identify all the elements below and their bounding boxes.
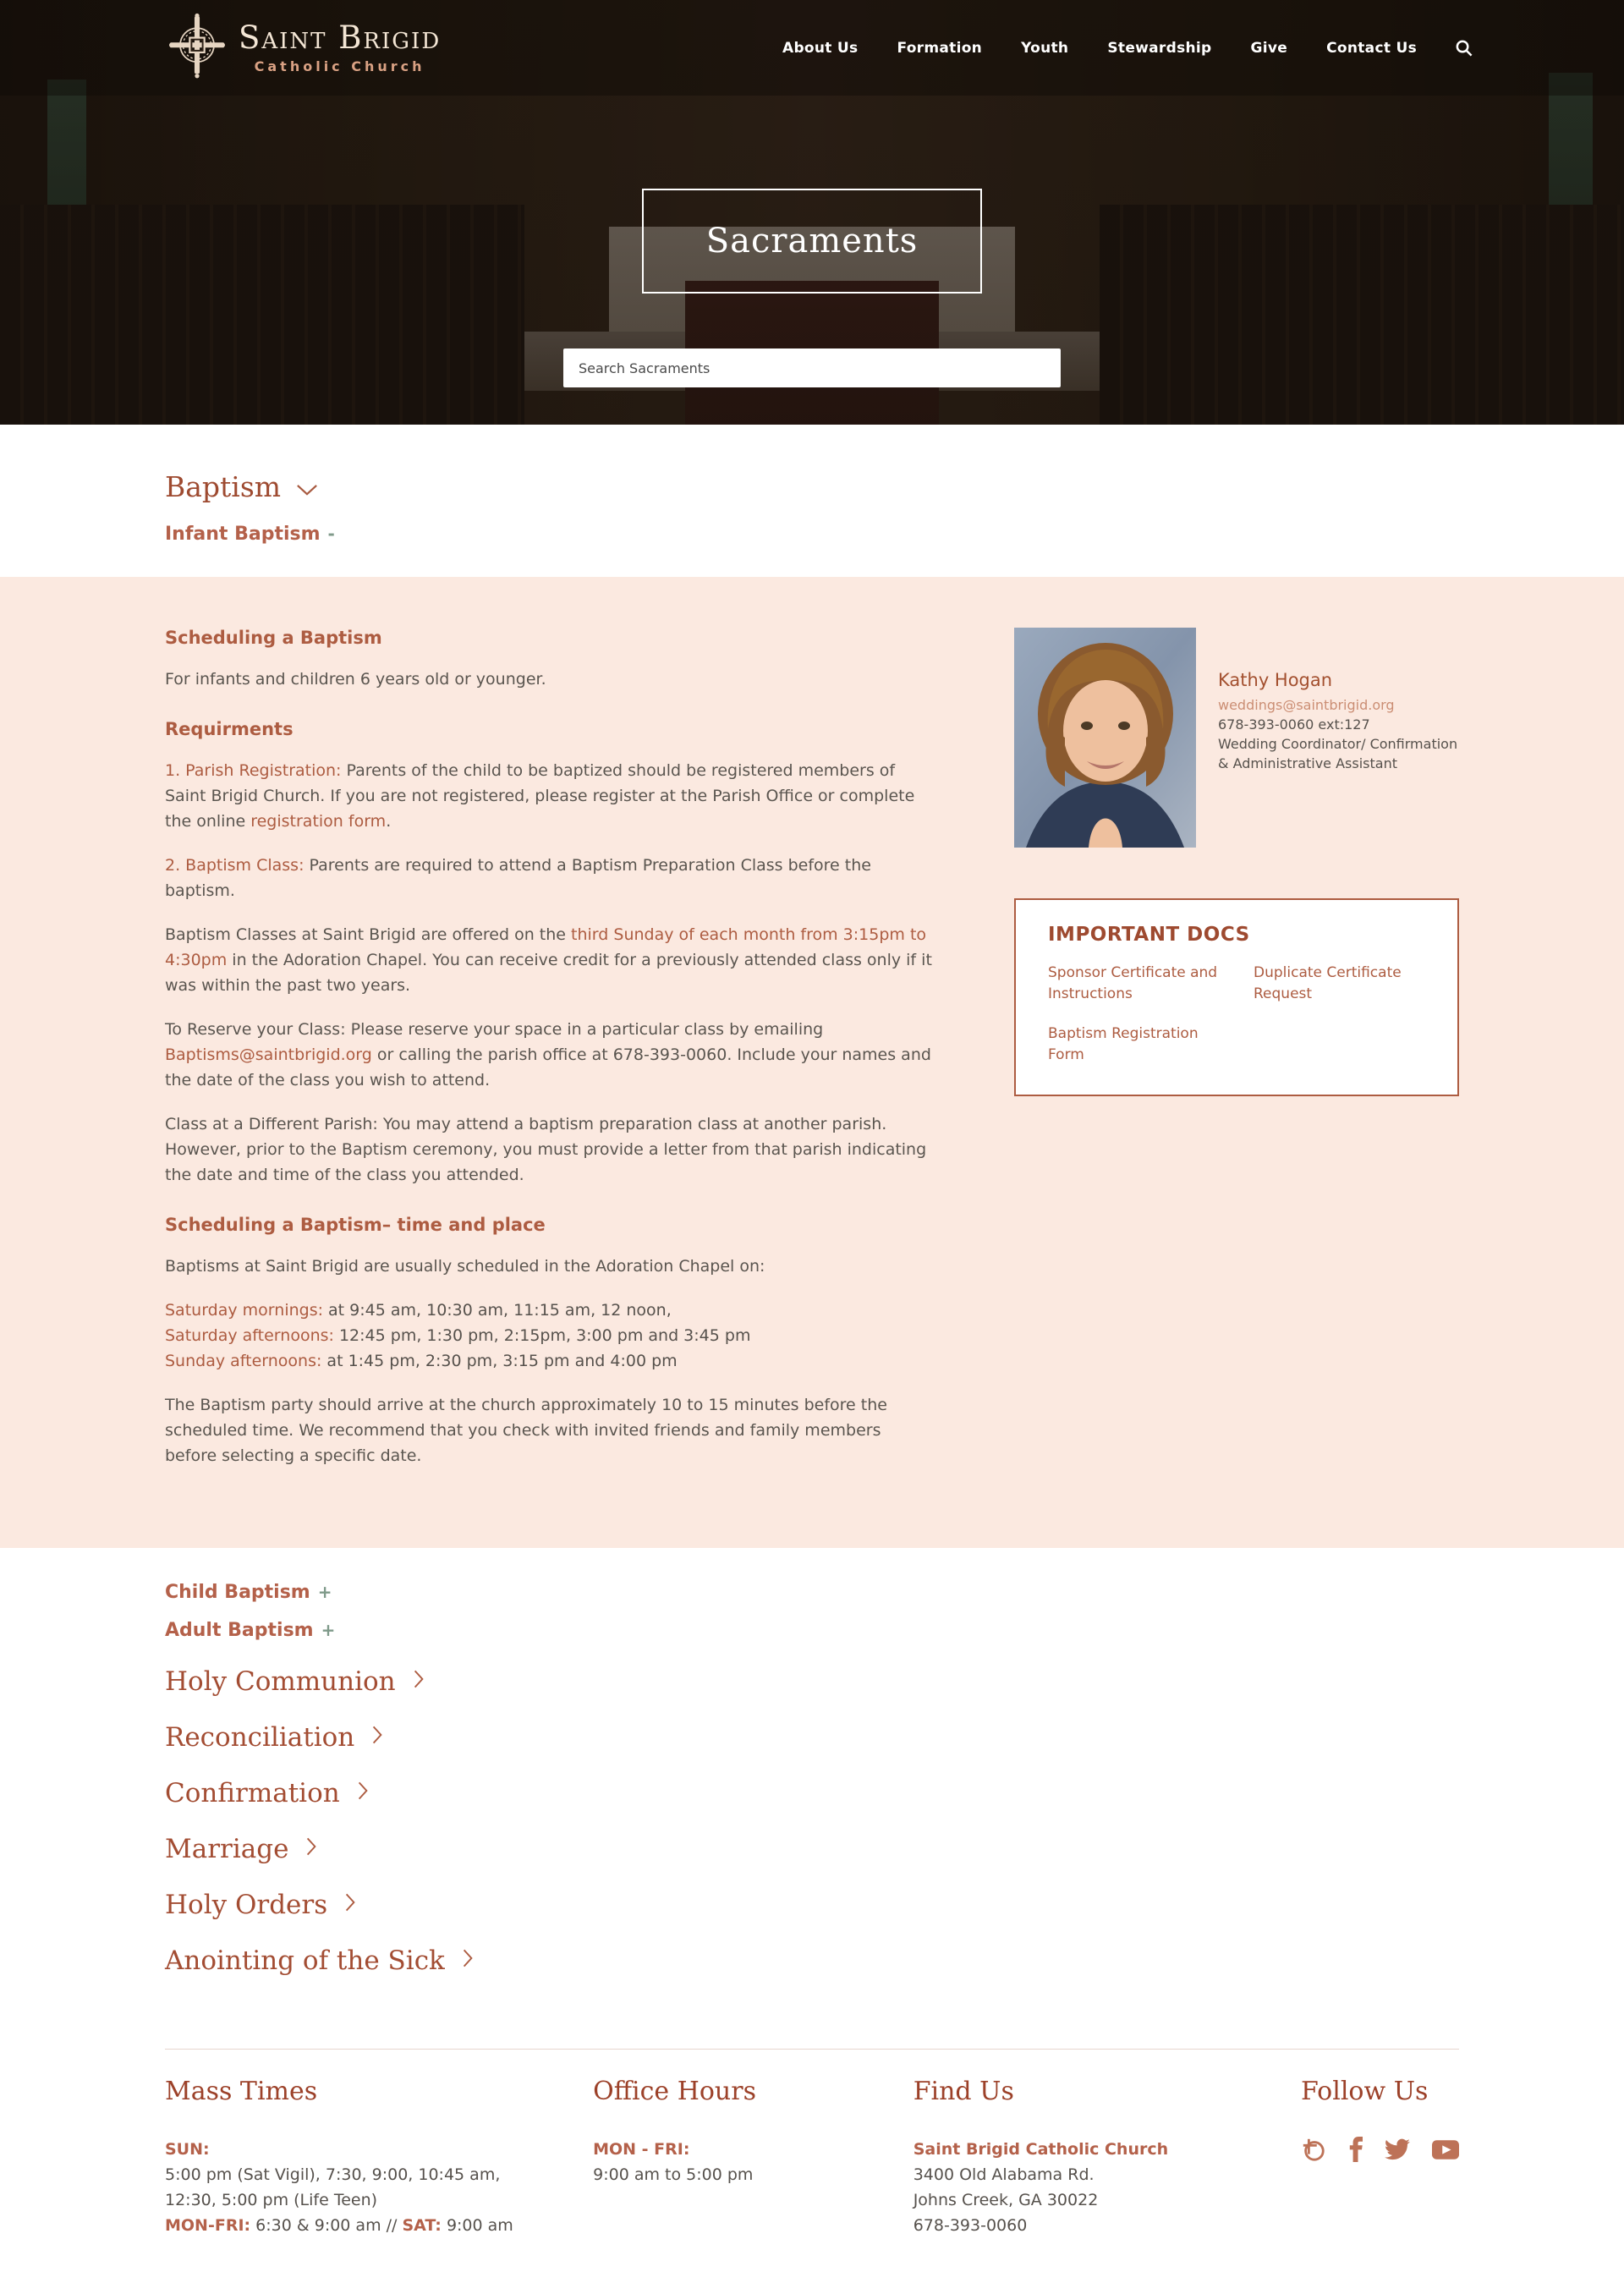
- sunday-afternoon-times: Sunday afternoons: at 1:45 pm, 2:30 pm, 3:15 pm and 4:00 pm: [165, 1352, 678, 1370]
- office-hours-title: Office Hours: [593, 2077, 756, 2106]
- twitter-icon[interactable]: [1385, 2137, 1410, 2162]
- baptisms-email-link[interactable]: Baptisms@saintbrigid.org: [165, 1045, 372, 1064]
- infant-baptism-label: Infant Baptism: [165, 524, 321, 545]
- contact-role: Wedding Coordinator/ Confirmation & Administrative Assistant: [1218, 736, 1458, 771]
- baptism-label: Baptism: [165, 470, 282, 503]
- requirements-heading: Requirments: [165, 719, 294, 739]
- different-parish-paragraph: Class at a Different Parish: You may attend a baptism preparation class at another parish. However, prior to the Baptism ceremony, you must provide a letter from that parish indicating the date and time of the class you attended.: [165, 1115, 927, 1184]
- brand-subtitle: Catholic Church: [254, 58, 425, 74]
- sacraments-accordion-list: [0, 1548, 1624, 2049]
- child-baptism-label: Child Baptism: [165, 1582, 310, 1603]
- site-footer: [0, 2050, 1624, 2272]
- accordion-item-marriage[interactable]: Marriage: [165, 1834, 1459, 1864]
- infant-baptism-content: [0, 577, 1624, 1548]
- office-hours-value: 9:00 am to 5:00 pm: [593, 2165, 754, 2184]
- chevron-right-icon: [305, 1834, 317, 1864]
- doc-link-baptism-registration[interactable]: Baptism Registration Form: [1048, 1025, 1199, 1063]
- doc-link-sponsor-certificate[interactable]: Sponsor Certificate and Instructions: [1048, 964, 1218, 1002]
- doc-link-duplicate-certificate[interactable]: Duplicate Certificate Request: [1254, 964, 1402, 1002]
- saturday-morning-times: Saturday mornings: at 9:45 am, 10:30 am, 11:15 am, 12 noon,: [165, 1301, 672, 1320]
- chevron-right-icon: [344, 1890, 356, 1920]
- baptism-times-list: [165, 1298, 936, 1374]
- mass-times-sun-times: 5:00 pm (Sat Vigil), 7:30, 9:00, 10:45 am, 12:30, 5:00 pm (Life Teen): [165, 2165, 501, 2209]
- important-docs-box: [1014, 898, 1459, 1096]
- youtube-icon[interactable]: [1432, 2137, 1459, 2162]
- sidebar: [1014, 628, 1459, 1487]
- chevron-right-icon: [413, 1666, 425, 1697]
- search-input[interactable]: [563, 348, 1061, 387]
- nav-item-youth[interactable]: Youth: [1021, 39, 1069, 57]
- church-name: Saint Brigid Catholic Church: [913, 2140, 1169, 2159]
- reserve-paragraph: To Reserve your Class: Please reserve your space in a particular class by emailing Baptisms@saintbrigid.org or calling the parish office at 678-393-0060. Include your names and the date of the class you wish to attend.: [165, 1020, 931, 1089]
- important-docs-title: IMPORTANT DOCS: [1048, 924, 1250, 946]
- follow-us-title: Follow Us: [1301, 2077, 1429, 2106]
- search-icon[interactable]: [1454, 38, 1473, 58]
- intro-paragraph: For infants and children 6 years old or younger.: [165, 670, 546, 689]
- chevron-right-icon: [371, 1722, 383, 1753]
- contact-email-link[interactable]: weddings@saintbrigid.org: [1218, 697, 1395, 713]
- nav-item-stewardship[interactable]: Stewardship: [1107, 39, 1212, 57]
- registration-form-link[interactable]: registration form: [250, 812, 387, 831]
- chevron-right-icon: [462, 1945, 474, 1976]
- mass-times-weekday-times: MON-FRI: 6:30 & 9:00 am // SAT: 9:00 am: [165, 2216, 513, 2235]
- contact-info: [1218, 628, 1459, 848]
- time-place-intro: Baptisms at Saint Brigid are usually scheduled in the Adoration Chapel on:: [165, 1257, 765, 1276]
- scheduling-heading: Scheduling a Baptism: [165, 628, 382, 648]
- toggle-child-baptism[interactable]: [165, 1582, 1459, 1603]
- requirement-2: 2. Baptism Class: Parents are required to attend a Baptism Preparation Class before the baptism.: [165, 856, 871, 900]
- church-address-line1: 3400 Old Alabama Rd.: [913, 2165, 1095, 2184]
- brand-title: Saint Brigid: [239, 19, 442, 56]
- contact-phone: 678-393-0060 ext:127: [1218, 716, 1370, 733]
- facebook-icon[interactable]: [1348, 2137, 1363, 2162]
- important-docs-links: [1048, 963, 1434, 1066]
- closing-paragraph: The Baptism party should arrive at the church approximately 10 to 15 minutes before the scheduled time. We recommend that you check with invited friends and family members before selecting a specific date.: [165, 1396, 887, 1465]
- expand-plus-icon: +: [321, 1620, 336, 1640]
- church-address-line2: Johns Creek, GA 30022: [913, 2191, 1099, 2209]
- nav-item-about-us[interactable]: About Us: [782, 39, 859, 57]
- chevron-down-icon: [296, 470, 318, 503]
- brand-logo-link[interactable]: [169, 11, 441, 85]
- footer-office-hours: [593, 2077, 914, 2238]
- contact-name: Kathy Hogan: [1218, 670, 1333, 690]
- class-schedule-link[interactable]: third Sunday of each month from 3:15pm to 4:30pm: [165, 925, 927, 969]
- brigid-cross-logo-icon: [169, 11, 225, 85]
- nav-item-give[interactable]: Give: [1250, 39, 1288, 57]
- office-hours-label: MON - FRI:: [593, 2140, 690, 2159]
- expand-plus-icon: +: [317, 1582, 332, 1602]
- toggle-adult-baptism[interactable]: [165, 1620, 1459, 1641]
- collapse-minus-icon: -: [327, 524, 335, 544]
- time-place-heading: Scheduling a Baptism– time and place: [165, 1215, 546, 1235]
- accordion-item-anointing-of-the-sick[interactable]: Anointing of the Sick: [165, 1945, 1459, 1976]
- nav-item-formation[interactable]: Formation: [897, 39, 983, 57]
- cross-circle-icon[interactable]: [1301, 2137, 1326, 2162]
- accordion-item-holy-communion[interactable]: Holy Communion: [165, 1666, 1459, 1697]
- accordion-item-reconciliation[interactable]: Reconciliation: [165, 1722, 1459, 1753]
- adult-baptism-label: Adult Baptism: [165, 1620, 314, 1641]
- mass-times-title: Mass Times: [165, 2077, 318, 2106]
- kathy-hogan-photo: [1014, 628, 1196, 848]
- footer-mass-times: [165, 2077, 593, 2238]
- classes-paragraph: Baptism Classes at Saint Brigid are offered on the third Sunday of each month from 3:15pm to 4:30pm in the Adoration Chapel. You can receive credit for a previously attended class only if it was within the past two years.: [165, 925, 932, 995]
- mass-times-sun-label: SUN:: [165, 2140, 210, 2159]
- find-us-title: Find Us: [913, 2077, 1014, 2106]
- chevron-right-icon: [357, 1778, 369, 1808]
- social-links: [1301, 2137, 1459, 2162]
- baptism-article: [165, 628, 936, 1487]
- requirement-1: 1. Parish Registration: Parents of the child to be baptized should be registered members of Saint Brigid Church. If you are not registered, please register at the Parish Office or complete the online registration form.: [165, 761, 915, 831]
- main-nav: [782, 40, 1417, 57]
- footer-find-us: [914, 2077, 1301, 2238]
- accordion-item-confirmation[interactable]: Confirmation: [165, 1778, 1459, 1808]
- page-title: Sacraments: [705, 222, 919, 261]
- accordion-item-baptism[interactable]: [165, 470, 1459, 503]
- nav-item-contact-us[interactable]: Contact Us: [1326, 39, 1417, 57]
- accordion-item-holy-orders[interactable]: Holy Orders: [165, 1890, 1459, 1920]
- contact-card: [1014, 628, 1459, 848]
- church-phone: 678-393-0060: [913, 2216, 1028, 2235]
- footer-follow-us: [1301, 2077, 1459, 2238]
- toggle-infant-baptism[interactable]: [165, 524, 1459, 545]
- baptism-accordion-head: [0, 425, 1624, 577]
- sacraments-search: [563, 348, 1061, 387]
- hero-section: [0, 0, 1624, 425]
- page-title-box: [642, 189, 982, 294]
- saturday-afternoon-times: Saturday afternoons: 12:45 pm, 1:30 pm, 2:15pm, 3:00 pm and 3:45 pm: [165, 1326, 751, 1345]
- site-header: [0, 0, 1624, 96]
